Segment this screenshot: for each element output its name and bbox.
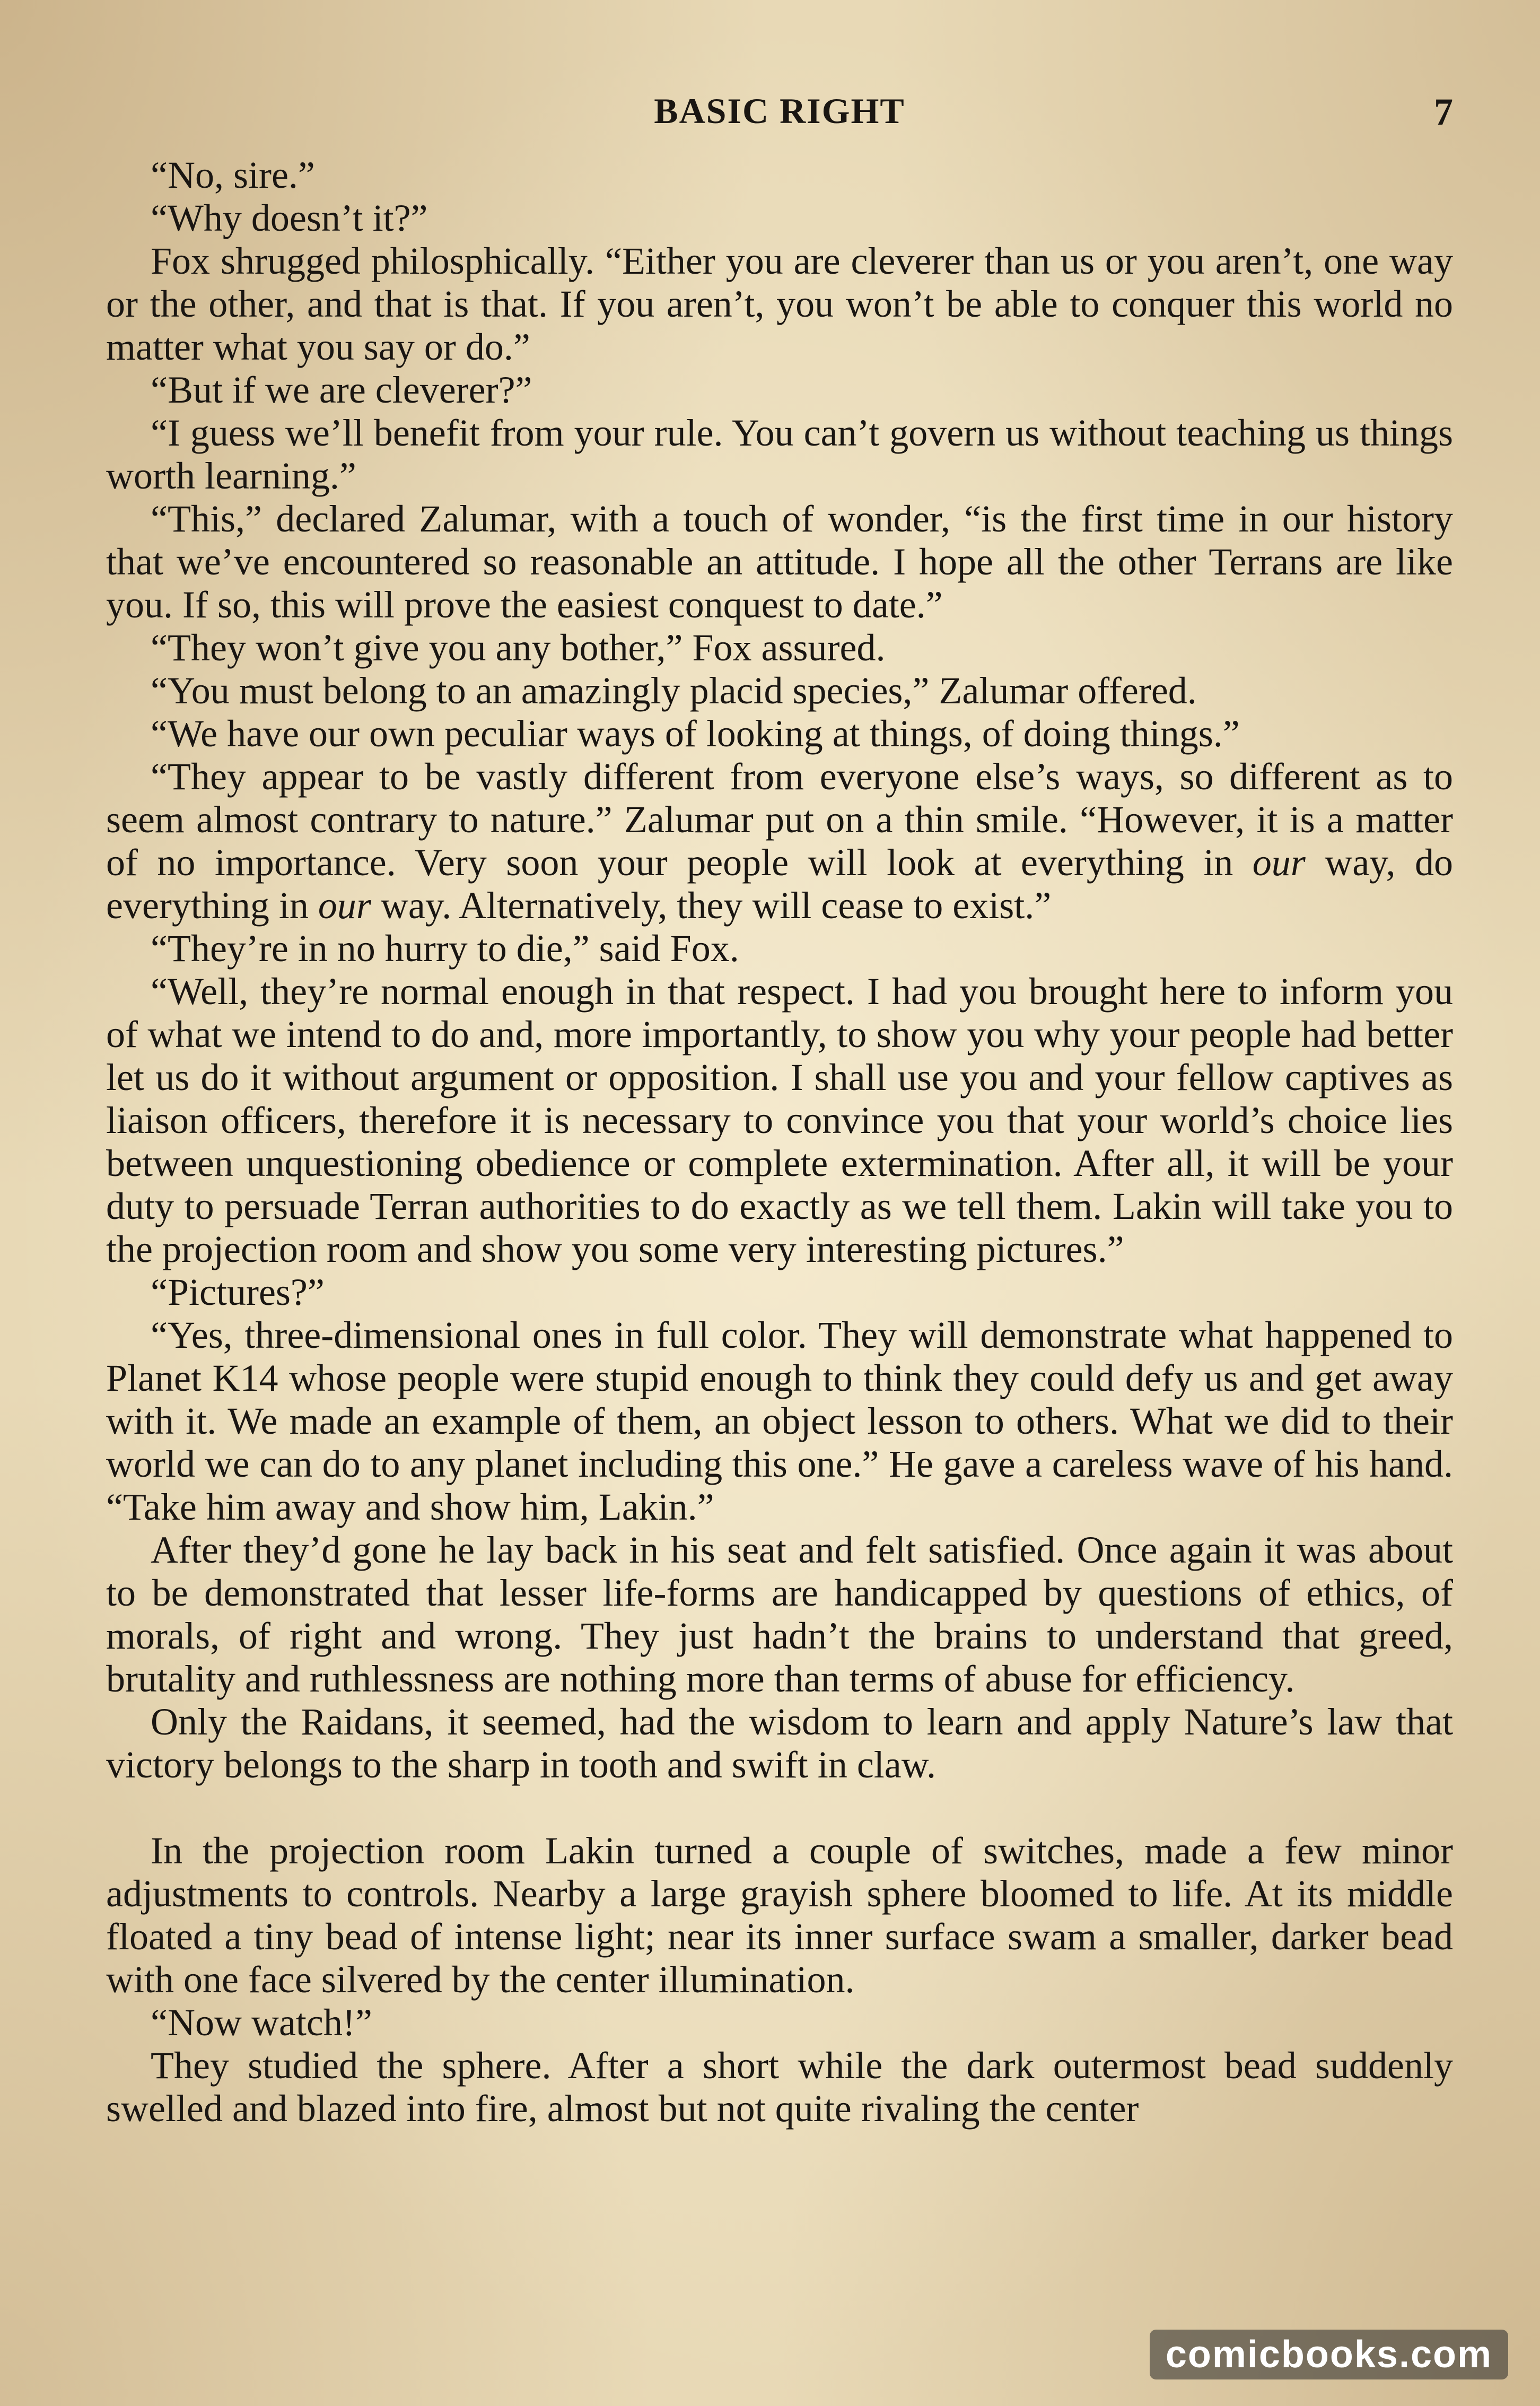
paragraph: “They’re in no hurry to die,” said Fox. xyxy=(151,927,739,970)
paragraph: “Well, they’re normal enough in that respect. I had you brought here to inform you of what we intend to do and, more importantly, to show you why your people had better let us do it without argument or opposition. I shall use you and your fellow captives as liaison officers, therefore it is necessary to convince you that your world’s choice lies between unquestioning obedience or complete extermination. After all, it will be your duty to persuade Terran authorities to do exactly as we tell them. Lakin will take you to the projection room and show you some very interesting pictures.” xyxy=(106,970,1453,1270)
paragraph: They studied the sphere. After a short while the dark outermost bead suddenly swelled and blazed into fire, almost but not quite rivaling the center xyxy=(106,2044,1453,2130)
paragraph: “But if we are cleverer?” xyxy=(151,369,532,411)
paragraph: “Yes, three-dimensional ones in full color. They will demonstrate what happened to Planet K14 whose people were stupid enough to think they could defy us and get away with it. We made an example of them, an object lesson to others. What we did to their world we can do to any planet including this one.” He gave a careless wave of his hand. “Take him away and show him, Lakin.” xyxy=(106,1314,1453,1528)
watermark-logo: comicbooks.com xyxy=(1150,2330,1508,2379)
paragraph: “I guess we’ll benefit from your rule. You can’t govern us without teaching us things worth learning.” xyxy=(106,412,1453,497)
page-header xyxy=(106,80,1453,143)
paragraph: “You must belong to an amazingly placid species,” Zalumar offered. xyxy=(151,669,1197,712)
paragraph: Only the Raidans, it seemed, had the wisdom to learn and apply Nature’s law that victory belongs to the sharp in tooth and swift in claw. xyxy=(106,1701,1453,1786)
paragraph: “No, sire.” xyxy=(151,154,315,196)
paragraph: “They won’t give you any bother,” Fox assured. xyxy=(151,626,886,669)
paragraph: After they’d gone he lay back in his seat and felt satisfied. Once again it was about to be demonstrated that lesser life-forms are handicapped by questions of ethics, of morals, of right and wrong. They just hadn’t the brains to understand that greed, brutality and ruthlessness are nothing more than terms of abuse for efficiency. xyxy=(106,1529,1453,1700)
paragraph: “Now watch!” xyxy=(151,2001,372,2044)
paragraph: “Pictures?” xyxy=(151,1271,325,1313)
paragraph: Fox shrugged philosphically. “Either you are cleverer than us or you aren’t, one way or the other, and that is that. If you aren’t, you won’t be able to conquer this world no matter what you say or do.” xyxy=(106,240,1453,368)
body-text xyxy=(106,154,1453,2130)
page-number: 7 xyxy=(1434,91,1453,133)
running-title: BASIC RIGHT xyxy=(654,91,905,131)
paragraph: “Why doesn’t it?” xyxy=(151,197,428,239)
paragraph: In the projection room Lakin turned a couple of switches, made a few minor adjustments to controls. Nearby a large grayish sphere bloomed to life. At its middle floated a tiny bead of intense light; near its inner surface swam a smaller, darker bead with one face silvered by the center illumination. xyxy=(106,1829,1453,2001)
paragraph-with-emphasis: “They appear to be vastly different from everyone else’s ways, so different as to seem almost contrary to nature.” Zalumar put on a thin smile. “However, it is a matter of no importance. Very soon your people will look at everything in our way, do everything in our way. Alternatively, they will cease to exist.” xyxy=(106,755,1453,927)
paragraph: “We have our own peculiar ways of looking at things, of doing things.” xyxy=(151,712,1240,755)
paragraph: “This,” declared Zalumar, with a touch of wonder, “is the first time in our history that we’ve encountered so reasonable an attitude. I hope all the other Terrans are like you. If so, this will prove the easiest conquest to date.” xyxy=(106,498,1453,626)
